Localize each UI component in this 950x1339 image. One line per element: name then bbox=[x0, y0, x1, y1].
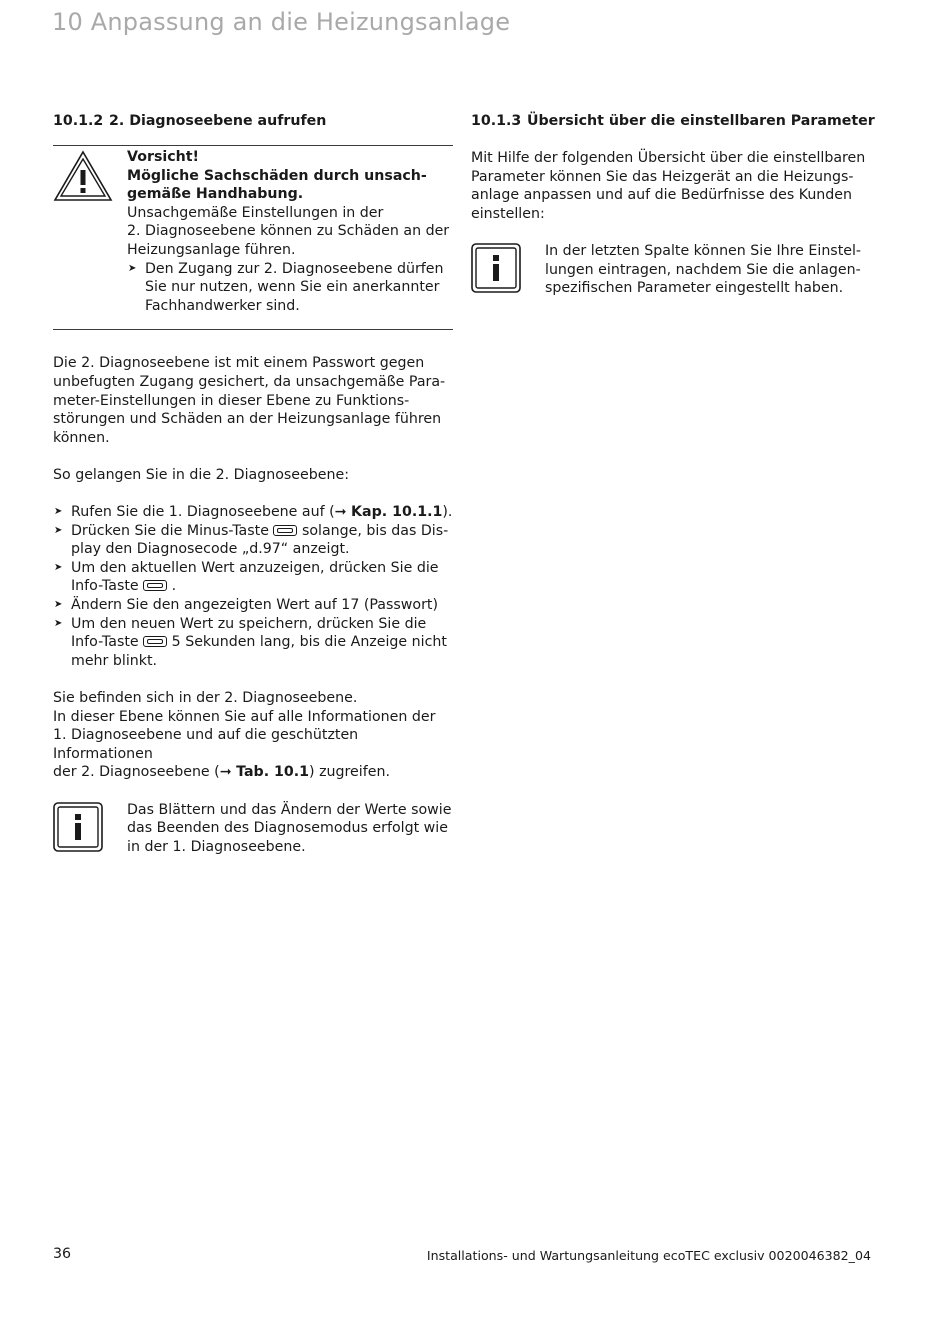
para-line: Sie befinden sich in der 2. Diagnoseebene. bbox=[53, 690, 358, 707]
info-key-icon bbox=[143, 636, 167, 647]
warning-text-line1: Unsachgemäße Einstellungen in der bbox=[127, 204, 384, 221]
para-line: Parameter können Sie das Heizgerät an die Heizungs- bbox=[471, 168, 854, 185]
warning-action bbox=[127, 260, 453, 316]
warning-action-line2: Sie nur nutzen, wenn Sie ein anerkannter bbox=[145, 279, 440, 296]
warning-text-line2: 2. Diagnoseebene können zu Schäden an der bbox=[127, 223, 450, 240]
warning-text-line3: Heizungsanlage führen. bbox=[127, 241, 296, 258]
para-line: Die 2. Diagnoseebene ist mit einem Passwort gegen bbox=[53, 355, 425, 372]
info-icon bbox=[53, 802, 103, 852]
intro-paragraph bbox=[53, 354, 453, 447]
para-line bbox=[53, 763, 453, 782]
step-text: mehr blinkt. bbox=[71, 652, 158, 669]
warning-title: Vorsicht! bbox=[127, 149, 200, 165]
step-text: Rufen Sie die 1. Diagnoseebene auf ( bbox=[71, 504, 335, 521]
step-2 bbox=[53, 522, 453, 559]
section-heading-10-1-2 bbox=[53, 111, 453, 131]
para-text: ) zugreifen. bbox=[309, 764, 390, 781]
para-line: anlage anpassen und auf die Bedürfnisse des Kunden bbox=[471, 187, 853, 204]
reference-arrow: ➞ bbox=[219, 764, 232, 781]
para-line: In dieser Ebene können Sie auf alle Informationen der bbox=[53, 708, 436, 725]
result-paragraph bbox=[53, 689, 453, 782]
steps-list bbox=[53, 503, 453, 670]
warning-triangle-icon bbox=[53, 150, 113, 202]
chapter-reference: Kap. 10.1.1 bbox=[351, 504, 443, 521]
minus-key-icon bbox=[273, 525, 297, 536]
reference-arrow: ➞ bbox=[334, 504, 347, 521]
warning-action-line3: Fachhandwerker sind. bbox=[145, 297, 300, 314]
para-line: unbefugten Zugang gesichert, da unsachgemäße Para- bbox=[53, 373, 446, 390]
step-text: Ändern Sie den angezeigten Wert auf 17 (Passwort) bbox=[71, 597, 439, 614]
para-line: meter-Einstellungen in dieser Ebene zu Funktions- bbox=[53, 392, 410, 409]
para-line: können. bbox=[53, 429, 110, 446]
table-reference: Tab. 10.1 bbox=[236, 764, 310, 781]
chapter-title: 10 Anpassung an die Heizungsanlage bbox=[52, 8, 511, 36]
info-line: Das Blättern und das Ändern der Werte sowie bbox=[127, 801, 452, 818]
step-text: Um den aktuellen Wert anzuzeigen, drücken Sie die bbox=[71, 559, 439, 576]
step-5 bbox=[53, 615, 453, 671]
overview-paragraph bbox=[471, 149, 871, 223]
section-number: 10.1.3 bbox=[471, 113, 522, 129]
info-line: spezifischen Parameter eingestellt haben. bbox=[545, 280, 844, 297]
step-text: Um den neuen Wert zu speichern, drücken Sie die bbox=[71, 615, 427, 632]
step-text: Drücken Sie die Minus-Taste bbox=[71, 522, 269, 539]
para-line: 1. Diagnoseebene und auf die geschützten Informationen bbox=[53, 727, 359, 762]
warning-box bbox=[53, 145, 453, 330]
section-title: Übersicht über die einstellbaren Parameter bbox=[527, 113, 875, 129]
info-icon bbox=[471, 243, 521, 293]
info-line: lungen eintragen, nachdem Sie die anlagen- bbox=[545, 261, 861, 278]
left-column bbox=[53, 111, 453, 856]
warning-action-list bbox=[127, 260, 453, 316]
step-text: Info-Taste bbox=[71, 634, 139, 651]
step-text: solange, bis das Dis- bbox=[301, 522, 449, 539]
section-title: 2. Diagnoseebene aufrufen bbox=[109, 113, 327, 129]
info-line: das Beenden des Diagnosemodus erfolgt wie bbox=[127, 820, 448, 837]
info-line: In der letzten Spalte können Sie Ihre Einstel- bbox=[545, 242, 862, 259]
info-box-right bbox=[471, 242, 871, 298]
step-4 bbox=[53, 596, 453, 615]
para-line: Mit Hilfe der folgenden Übersicht über die einstellbaren bbox=[471, 150, 866, 166]
para-text: der 2. Diagnoseebene ( bbox=[53, 764, 220, 781]
right-column bbox=[471, 111, 875, 298]
section-heading-10-1-3 bbox=[471, 111, 875, 131]
warning-subtitle-line2: gemäße Handhabung. bbox=[127, 186, 304, 203]
section-number: 10.1.2 bbox=[53, 113, 104, 129]
step-text: . bbox=[171, 578, 177, 595]
para-line: einstellen: bbox=[471, 205, 545, 222]
step-text: Info-Taste bbox=[71, 578, 139, 595]
warning-action-line1: Den Zugang zur 2. Diagnoseebene dürfen bbox=[145, 260, 444, 277]
info-box-left bbox=[53, 801, 453, 857]
info-line: in der 1. Diagnoseebene. bbox=[127, 838, 306, 855]
step-text: play den Diagnosecode „d.97“ anzeigt. bbox=[71, 541, 350, 558]
para-line: störungen und Schäden an der Heizungsanlage führen bbox=[53, 411, 442, 428]
info-key-icon bbox=[143, 580, 167, 591]
step-text: ). bbox=[442, 504, 453, 521]
warning-subtitle-line1: Mögliche Sachschäden durch unsach- bbox=[127, 167, 427, 184]
step-text: 5 Sekunden lang, bis die Anzeige nicht bbox=[171, 634, 447, 651]
step-3 bbox=[53, 559, 453, 596]
document-title: Installations- und Wartungsanleitung ecoTEC exclusiv 0020046382_04 bbox=[426, 1248, 871, 1263]
step-1 bbox=[53, 503, 453, 522]
steps-intro: So gelangen Sie in die 2. Diagnoseebene: bbox=[53, 466, 349, 483]
page-number: 36 bbox=[53, 1246, 72, 1262]
